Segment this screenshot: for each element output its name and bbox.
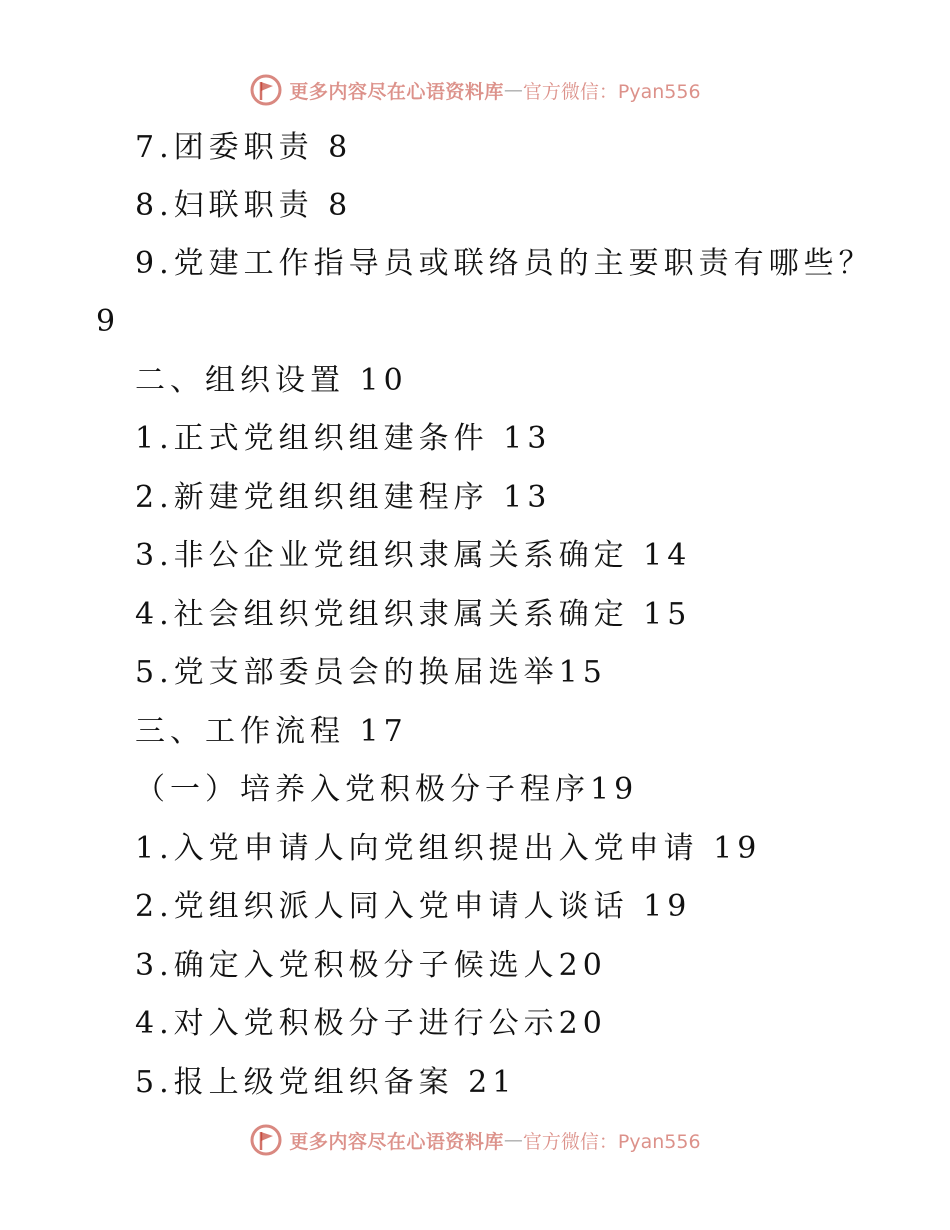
toc-item: 5.报上级党组织备案 21 bbox=[135, 1065, 517, 1100]
toc-item: 2.党组织派人同入党申请人谈话 19 bbox=[135, 889, 692, 924]
toc-item: 1.入党申请人向党组织提出入党申请 19 bbox=[135, 831, 762, 866]
toc-item-continuation: 9 bbox=[96, 304, 121, 339]
watermark-header bbox=[0, 70, 950, 110]
toc-item: 8.妇联职责 8 bbox=[135, 188, 353, 223]
toc-item: 1.正式党组织组建条件 13 bbox=[135, 421, 552, 456]
toc-item: 5.党支部委员会的换届选举15 bbox=[135, 655, 607, 690]
watermark-footer bbox=[0, 1120, 950, 1160]
watermark-brand: 更多内容尽在心语资料库 bbox=[289, 80, 504, 103]
toc-section-heading: 二、组织设置 10 bbox=[135, 363, 408, 398]
toc-item: 7.团委职责 8 bbox=[135, 130, 353, 165]
watermark-brand: 更多内容尽在心语资料库 bbox=[289, 1130, 504, 1153]
watermark-separator: — bbox=[503, 79, 523, 101]
toc-item: 4.对入党积极分子进行公示20 bbox=[135, 1006, 607, 1041]
toc-section-heading: 三、工作流程 17 bbox=[135, 714, 408, 749]
toc-subsection-heading: （一）培养入党积极分子程序19 bbox=[135, 772, 639, 807]
flag-circle-icon bbox=[249, 1123, 283, 1157]
watermark-contact: 官方微信：Pyan556 bbox=[522, 1130, 701, 1153]
flag-circle-icon bbox=[249, 73, 283, 107]
toc-item: 4.社会组织党组织隶属关系确定 15 bbox=[135, 597, 692, 632]
toc-item: 3.非公企业党组织隶属关系确定 14 bbox=[135, 538, 692, 573]
toc-item: 3.确定入党积极分子候选人20 bbox=[135, 948, 607, 983]
toc-item: 2.新建党组织组建程序 13 bbox=[135, 480, 552, 515]
watermark-contact: 官方微信：Pyan556 bbox=[522, 80, 701, 103]
watermark-separator: — bbox=[503, 1129, 523, 1151]
toc-item: 9.党建工作指导员或联络员的主要职责有哪些？ bbox=[135, 246, 874, 281]
